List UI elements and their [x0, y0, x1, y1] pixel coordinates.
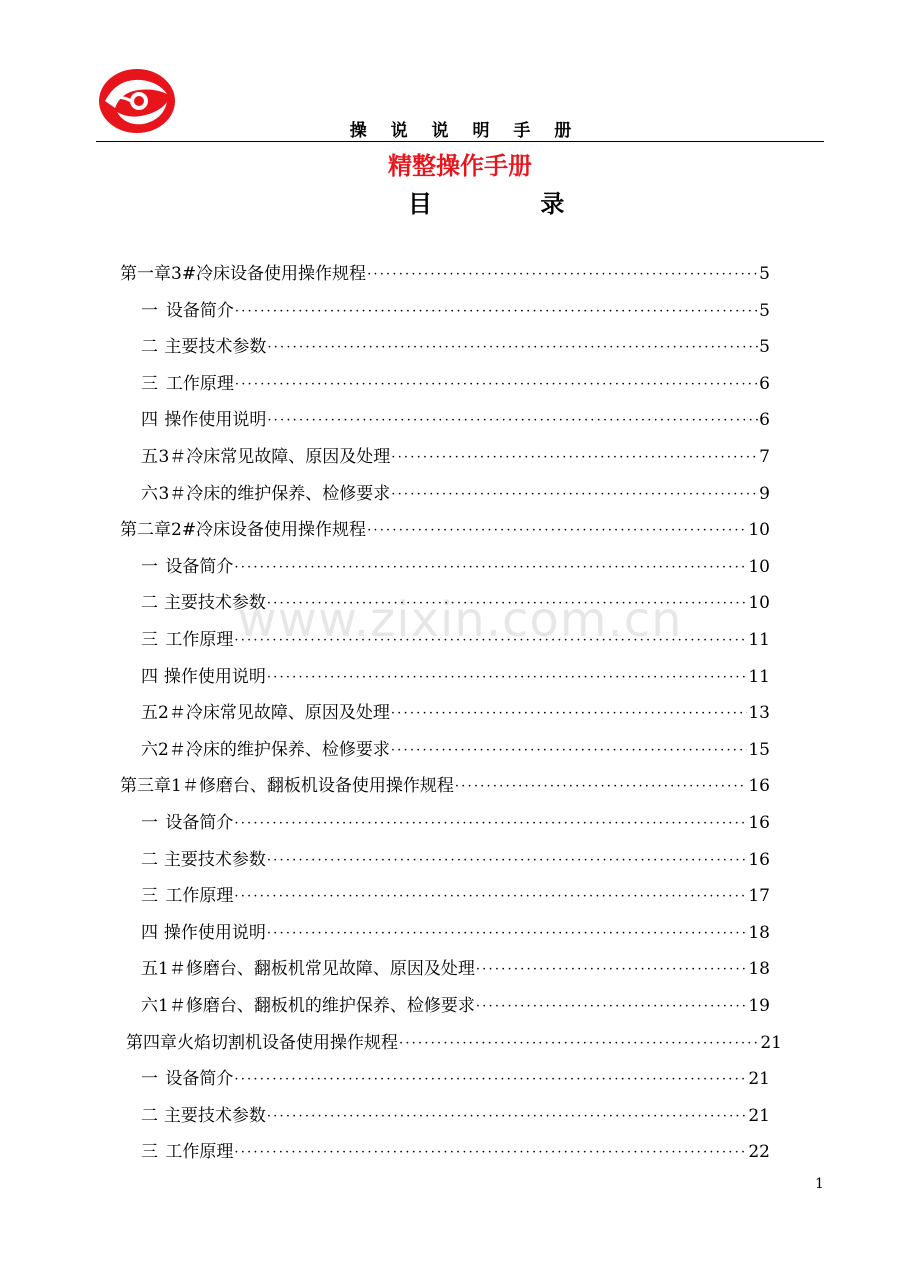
- toc-entry-page-number: 7: [759, 447, 770, 467]
- toc-section-entry[interactable]: [120, 549, 770, 585]
- toc-entry-page-number: 22: [748, 1142, 770, 1163]
- toc-section-entry[interactable]: [120, 402, 770, 438]
- toc-section-entry[interactable]: [120, 1098, 770, 1134]
- dot-leader: [391, 477, 758, 513]
- dot-leader: [455, 769, 748, 805]
- dot-leader: [367, 257, 758, 293]
- toc-entry-page-number: 16: [748, 776, 770, 797]
- dot-leader: [234, 623, 747, 659]
- toc-entry-title: 2#冷床设备使用操作规程: [171, 520, 367, 541]
- dot-leader: [235, 367, 758, 403]
- dot-leader: [367, 513, 747, 549]
- toc-entry-title: 主要技术参数: [163, 1105, 266, 1126]
- toc-entry-number: 三: [141, 373, 158, 394]
- toc-entry-page-number: 10: [748, 520, 770, 541]
- toc-section-entry[interactable]: [120, 878, 770, 914]
- toc-entry-number: 第二章: [120, 520, 171, 541]
- dot-leader: [234, 550, 747, 586]
- toc-entry-number: 二: [141, 1105, 158, 1126]
- toc-entry-page-number: 10: [748, 556, 770, 577]
- toc-section-entry[interactable]: [120, 988, 770, 1024]
- toc-entry-page-number: 9: [759, 483, 770, 504]
- toc-entry-page-number: 21: [748, 1105, 770, 1126]
- toc-section-entry[interactable]: [120, 805, 770, 841]
- dot-leader: [391, 440, 758, 476]
- toc-entry-number: 第三章: [120, 776, 171, 797]
- toc-section-entry[interactable]: [120, 1134, 770, 1170]
- toc-entry-number: 第一章: [120, 264, 171, 284]
- dot-leader: [267, 330, 758, 366]
- dot-leader: [267, 843, 748, 879]
- toc-entry-number: 三: [141, 886, 158, 907]
- dot-leader: [476, 952, 748, 988]
- toc-section-entry[interactable]: [120, 695, 770, 731]
- toc-entry-title: 工作原理: [165, 373, 234, 394]
- toc-section-entry[interactable]: [120, 585, 770, 621]
- dot-leader: [267, 1099, 748, 1135]
- toc-entry-page-number: 13: [748, 703, 770, 724]
- toc-entry-number: 六: [141, 996, 158, 1016]
- toc-entry-title: 工作原理: [165, 886, 234, 907]
- toc-section-entry[interactable]: [120, 476, 770, 512]
- toc-entry-title: 工作原理: [165, 630, 234, 650]
- toc-entry-number: 五: [141, 959, 158, 980]
- toc-entry-page-number: 16: [748, 849, 770, 870]
- toc-entry-title: 操作使用说明: [163, 922, 266, 943]
- toc-entry-title: 设备简介: [165, 556, 234, 577]
- toc-chapter-entry[interactable]: [120, 256, 770, 292]
- toc-entry-page-number: 11: [748, 630, 770, 650]
- toc-entry-page-number: 5: [759, 300, 770, 321]
- toc-entry-page-number: 19: [748, 996, 770, 1016]
- dot-leader: [234, 1135, 747, 1171]
- toc-entry-page-number: 21: [748, 1069, 770, 1090]
- toc-section-entry[interactable]: [120, 366, 770, 402]
- toc-entry-number: 二: [141, 849, 158, 870]
- toc-entry-page-number: 15: [748, 739, 770, 760]
- toc-entry-title: 设备简介: [165, 300, 234, 321]
- toc-entry-number: 四: [141, 410, 158, 431]
- toc-entry-number: 三: [141, 1142, 158, 1163]
- toc-entry-number: 五: [141, 447, 158, 467]
- toc-entry-number: 五: [141, 703, 158, 724]
- dot-leader: [391, 733, 748, 769]
- toc-chapter-entry[interactable]: [120, 512, 770, 548]
- toc-section-entry[interactable]: [120, 659, 770, 695]
- toc-section-entry[interactable]: [120, 293, 770, 329]
- toc-entry-number: 第四章: [126, 1032, 177, 1053]
- toc-entry-number: 一: [141, 300, 158, 321]
- toc-entry-page-number: 16: [748, 813, 770, 833]
- dot-leader: [399, 1026, 759, 1062]
- toc-entry-title: 3#冷床设备使用操作规程: [171, 264, 367, 284]
- dot-leader: [267, 916, 748, 952]
- toc-entry-number: 四: [141, 922, 158, 943]
- dot-leader: [267, 403, 758, 439]
- toc-entry-title: 2＃冷床常见故障、原因及处理: [158, 703, 390, 724]
- toc-entry-title: 1＃修磨台、翻板机的维护保养、检修要求: [158, 996, 475, 1016]
- toc-section-entry[interactable]: [120, 622, 770, 658]
- toc-entry-title: 主要技术参数: [163, 593, 266, 614]
- toc-entry-title: 1＃修磨台、翻板机设备使用操作规程: [171, 776, 454, 797]
- dot-leader: [234, 1062, 747, 1098]
- toc-entry-page-number: 11: [748, 666, 770, 687]
- toc-entry-page-number: 18: [748, 959, 770, 980]
- toc-entry-number: 四: [141, 666, 158, 687]
- dot-leader: [267, 586, 748, 622]
- toc-entry-title: 操作使用说明: [163, 666, 266, 687]
- toc-entry-number: 六: [141, 739, 158, 760]
- toc-entry-number: 三: [141, 630, 158, 650]
- dot-leader: [391, 696, 748, 732]
- dot-leader: [476, 989, 748, 1025]
- toc-entry-title: 3＃冷床的维护保养、检修要求: [158, 483, 391, 504]
- toc-entry-number: 二: [141, 593, 158, 614]
- toc-entry-title: 设备简介: [165, 1069, 234, 1090]
- toc-section-entry[interactable]: [120, 951, 770, 987]
- toc-entry-page-number: 6: [759, 373, 770, 394]
- toc-entry-number: 一: [141, 556, 158, 577]
- toc-entry-page-number: 5: [759, 264, 770, 284]
- toc-entry-title: 设备简介: [165, 813, 234, 833]
- dot-leader: [234, 879, 747, 915]
- toc-entry-title: 火焰切割机设备使用操作规程: [177, 1032, 398, 1053]
- toc-section-entry[interactable]: [120, 439, 770, 475]
- toc-entry-title: 2＃冷床的维护保养、检修要求: [158, 739, 390, 760]
- toc-chapter-entry[interactable]: [120, 768, 770, 804]
- manual-title: 精整操作手册: [388, 152, 532, 180]
- toc-entry-title: 主要技术参数: [163, 849, 266, 870]
- toc-entry-title: 主要技术参数: [164, 337, 267, 358]
- toc-entry-title: 操作使用说明: [164, 410, 267, 431]
- toc-section-entry[interactable]: [120, 915, 770, 951]
- toc-section-entry[interactable]: [120, 1061, 770, 1097]
- toc-entry-number: 二: [141, 337, 158, 358]
- toc-entry-number: 一: [141, 1069, 158, 1090]
- toc-entry-page-number: 5: [759, 337, 770, 358]
- toc-entry-title: 1＃修磨台、翻板机常见故障、原因及处理: [158, 959, 475, 980]
- toc-entry-number: 一: [141, 813, 158, 833]
- page-number: 1: [815, 1176, 824, 1192]
- toc-section-entry[interactable]: [120, 329, 770, 365]
- toc-entry-page-number: 6: [759, 410, 770, 431]
- toc-entry-title: 工作原理: [165, 1142, 234, 1163]
- toc-entry-title: 3＃冷床常见故障、原因及处理: [158, 447, 391, 467]
- toc-section-entry[interactable]: [120, 732, 770, 768]
- watermark: www.zixin.com.cn: [237, 592, 683, 648]
- toc-entry-page-number: 10: [748, 593, 770, 614]
- dot-leader: [234, 806, 747, 842]
- dot-leader: [235, 294, 758, 330]
- toc-entry-page-number: 18: [748, 922, 770, 943]
- toc-title: 目 录: [408, 190, 615, 218]
- toc-entry-page-number: 17: [748, 886, 770, 907]
- toc-chapter-entry[interactable]: [126, 1025, 782, 1061]
- toc-section-entry[interactable]: [120, 842, 770, 878]
- dot-leader: [267, 660, 748, 696]
- header-divider: [96, 141, 824, 142]
- toc-entry-page-number: 21: [760, 1032, 782, 1053]
- toc-entry-number: 六: [141, 483, 158, 504]
- header-title: 操 说 说 明 手 册: [349, 121, 581, 141]
